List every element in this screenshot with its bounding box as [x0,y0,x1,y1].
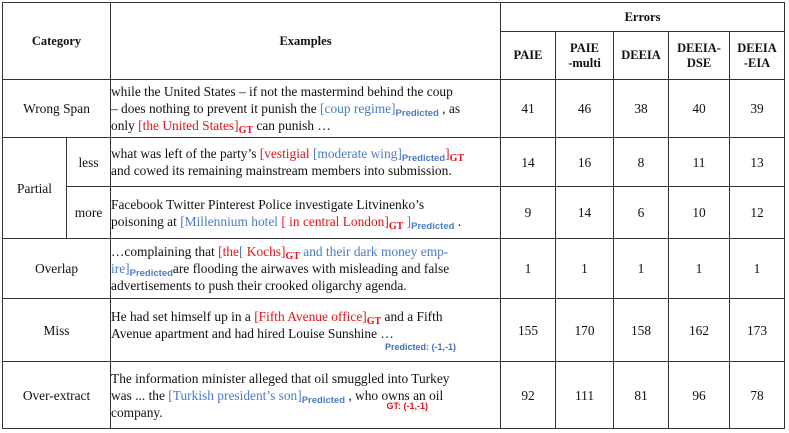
table-row [3,239,785,299]
table-row [3,187,785,239]
header-category: Category [3,3,111,80]
value-cell: 1 [556,239,614,299]
value-cell: 41 [501,80,556,138]
example-cell: Facebook Twitter Pinterest Police investigate Litvinenko’s poisoning at [Millennium hotel [ in central $London]_{GT}$ ]$_{Predicted}$ . [111,187,501,239]
category-cell: Wrong Span [3,80,111,138]
table-row [3,362,785,429]
value-cell: 6 [614,187,669,239]
header-model-deeia-dse: DEEIA- DSE [669,32,730,80]
value-cell: 155 [501,299,556,362]
value-cell: 96 [669,362,730,429]
example-cell: He had set himself up in a [Fifth Avenue $office]_{GT}$ and a Fifth Avenue apartment and had hired Louise Sunshine … Predicted: (-1,-1) [111,299,501,362]
header-model-paie-multi: PAIE -multi [556,32,614,80]
value-cell: 14 [556,187,614,239]
value-cell: 14 [501,138,556,187]
errors-table [2,2,785,429]
example-cell: while the United States – if not the mastermind behind the coup – does nothing to prevent it punish the [coup $regime]_{Predicted}$ , as only [the United $States]_{GT}$ can punish … [111,80,501,138]
category-cell: Overlap [3,239,111,299]
value-cell: 38 [614,80,669,138]
header-examples: Examples [111,3,501,80]
table-row [3,138,785,187]
category-cell: Over-extract [3,362,111,429]
value-cell: 10 [669,187,730,239]
header-model-deeia-eia: DEEIA -EIA [730,32,785,80]
value-cell: 9 [501,187,556,239]
header-model-paie: PAIE [501,32,556,80]
value-cell: 16 [556,138,614,187]
value-cell: 8 [614,138,669,187]
subcategory-cell: less [67,138,111,187]
value-cell: 1 [730,239,785,299]
example-cell: …complaining that [the[ $Kochs]_{GT}$ and their dark money emp- $ire]_{Predicted}are$ flooding the airwaves with misleading and false advertisements to push their crooked oligarchy agenda. [111,239,501,299]
example-cell: The information minister alleged that oil smuggled into Turkey was ... the [Turkish president’s $son]_{Predicted}$ , who owns an oil company. GT: (-1,-1) [111,362,501,429]
value-cell: 111 [556,362,614,429]
category-cell: Partial [3,138,67,239]
value-cell: 46 [556,80,614,138]
value-cell: 40 [669,80,730,138]
value-cell: 1 [501,239,556,299]
value-cell: 81 [614,362,669,429]
value-cell: 1 [614,239,669,299]
value-cell: 78 [730,362,785,429]
table-row [3,80,785,138]
value-cell: 11 [669,138,730,187]
example-cell: what was left of the party’s [vestigial [moderate $wing]_{Predicted}]_{GT}$ and cowed its remaining mainstream members into submission. [111,138,501,187]
value-cell: 173 [730,299,785,362]
value-cell: 92 [501,362,556,429]
value-cell: 1 [669,239,730,299]
table-row [3,299,785,362]
subcategory-cell: more [67,187,111,239]
value-cell: 13 [730,138,785,187]
header-model-deeia: DEEIA [614,32,669,80]
value-cell: 158 [614,299,669,362]
value-cell: 170 [556,299,614,362]
category-cell: Miss [3,299,111,362]
gt-note: GT: (-1,-1) [386,400,429,411]
value-cell: 162 [669,299,730,362]
header-errors: Errors [501,3,785,32]
value-cell: 39 [730,80,785,138]
value-cell: 12 [730,187,785,239]
predicted-note: Predicted: (-1,-1) [385,341,457,352]
